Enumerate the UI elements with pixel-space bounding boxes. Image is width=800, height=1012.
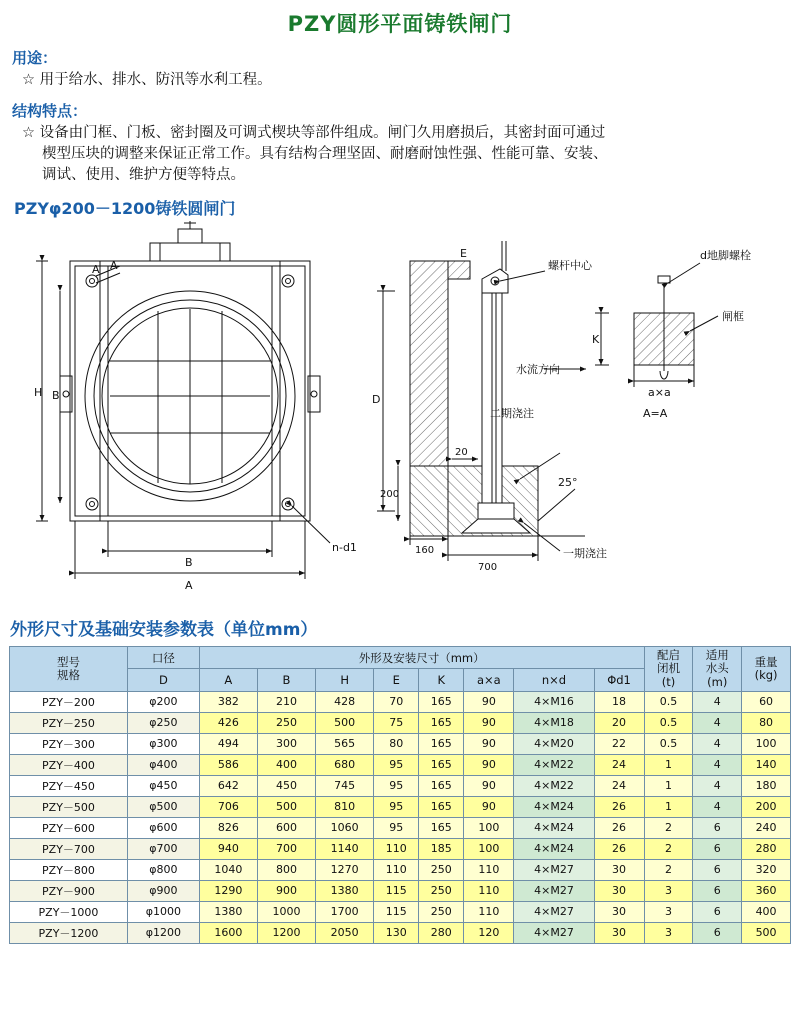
cell-E: 110: [374, 838, 419, 859]
cell-t: 0.5: [644, 691, 693, 712]
cell-phid1: 24: [594, 775, 644, 796]
model-range-label: PZYφ200－1200铸铁圆闸门: [14, 199, 236, 219]
cell-axa: 90: [464, 775, 514, 796]
cell-head: 6: [693, 817, 742, 838]
cell-head: 4: [693, 712, 742, 733]
cell-weight: 60: [742, 691, 791, 712]
cell-B: 900: [257, 880, 315, 901]
cell-nxd: 4×M18: [514, 712, 594, 733]
cell-A: 494: [199, 733, 257, 754]
page-title: PZY圆形平面铸铁闸门: [287, 12, 513, 36]
cell-weight: 320: [742, 859, 791, 880]
cell-nxd: 4×M22: [514, 775, 594, 796]
cell-E: 80: [374, 733, 419, 754]
cell-B: 700: [257, 838, 315, 859]
table-row[interactable]: [10, 838, 791, 859]
label-b-bottom: B: [185, 556, 193, 570]
cell-A: 1380: [199, 901, 257, 922]
header-col-K: K: [419, 669, 464, 691]
cell-E: 130: [374, 922, 419, 943]
table-row[interactable]: [10, 775, 791, 796]
header-weight: [742, 647, 791, 692]
header-col-A: A: [199, 669, 257, 691]
cell-head: 6: [693, 901, 742, 922]
cell-axa: 90: [464, 691, 514, 712]
cell-axa: 110: [464, 901, 514, 922]
cell-A: 1600: [199, 922, 257, 943]
cell-model: PZY－1000: [10, 901, 128, 922]
label-dim-160: 160: [415, 545, 435, 557]
header-hoist-line2: 闭机: [656, 661, 680, 676]
cell-D: φ600: [127, 817, 199, 838]
table-row[interactable]: [10, 691, 791, 712]
header-model: [10, 647, 128, 692]
cell-A: 706: [199, 796, 257, 817]
cell-B: 300: [257, 733, 315, 754]
spec-table: [9, 646, 791, 944]
cell-nxd: 4×M27: [514, 880, 594, 901]
cell-t: 3: [644, 922, 693, 943]
table-row[interactable]: [10, 901, 791, 922]
label-flow-direction: 水流方向: [516, 363, 560, 377]
cell-nxd: 4×M27: [514, 859, 594, 880]
cell-t: 0.5: [644, 712, 693, 733]
header-col-B: B: [257, 669, 315, 691]
header-hoist: [644, 647, 693, 692]
cell-weight: 360: [742, 880, 791, 901]
cell-K: 185: [419, 838, 464, 859]
cell-t: 2: [644, 838, 693, 859]
structure-line-2: 楔型压块的调整来保证正常工作。具有结构合理坚固、耐磨耐蚀性强、性能可靠、安装、: [42, 146, 608, 163]
cell-model: PZY－600: [10, 817, 128, 838]
cell-nxd: 4×M22: [514, 754, 594, 775]
cell-model: PZY－250: [10, 712, 128, 733]
cell-B: 600: [257, 817, 315, 838]
header-model-line2: 规格: [56, 667, 80, 682]
label-second-pour: 二期浇注: [490, 407, 534, 421]
cell-nxd: 4×M20: [514, 733, 594, 754]
cell-axa: 100: [464, 838, 514, 859]
cell-t: 1: [644, 796, 693, 817]
cell-weight: 240: [742, 817, 791, 838]
header-hoist-line3: (t): [661, 674, 676, 689]
cell-phid1: 26: [594, 838, 644, 859]
cell-model: PZY－300: [10, 733, 128, 754]
header-col-H: H: [316, 669, 374, 691]
header-head-line3: (m): [707, 674, 728, 689]
cell-phid1: 30: [594, 922, 644, 943]
cell-head: 4: [693, 733, 742, 754]
table-row[interactable]: [10, 922, 791, 943]
cell-H: 1380: [316, 880, 374, 901]
cell-head: 6: [693, 880, 742, 901]
cell-D: φ300: [127, 733, 199, 754]
table-row[interactable]: [10, 796, 791, 817]
usage-line-1: ☆ 用于给水、排水、防汛等水利工程。: [22, 72, 272, 88]
cell-phid1: 30: [594, 901, 644, 922]
cell-phid1: 20: [594, 712, 644, 733]
cell-A: 1040: [199, 859, 257, 880]
table-row[interactable]: [10, 859, 791, 880]
section-body-usage: [22, 70, 786, 91]
cell-A: 586: [199, 754, 257, 775]
cell-model: PZY－500: [10, 796, 128, 817]
cell-H: 1060: [316, 817, 374, 838]
cell-model: PZY－700: [10, 838, 128, 859]
cell-head: 4: [693, 775, 742, 796]
cell-K: 165: [419, 817, 464, 838]
cell-weight: 180: [742, 775, 791, 796]
cell-A: 642: [199, 775, 257, 796]
cell-H: 745: [316, 775, 374, 796]
cell-D: φ1200: [127, 922, 199, 943]
cell-K: 165: [419, 733, 464, 754]
cell-B: 500: [257, 796, 315, 817]
header-dims-group: 外形及安装尺寸（mm）: [199, 647, 644, 669]
cell-phid1: 30: [594, 859, 644, 880]
cell-t: 1: [644, 775, 693, 796]
table-title: 外形尺寸及基础安装参数表（单位mm）: [10, 620, 318, 641]
cell-axa: 90: [464, 712, 514, 733]
spec-table-body: [10, 691, 791, 943]
cell-K: 165: [419, 796, 464, 817]
cell-head: 4: [693, 754, 742, 775]
header-col-axa: a×a: [464, 669, 514, 691]
cell-head: 6: [693, 859, 742, 880]
drawing-svg: [0, 221, 800, 611]
cell-phid1: 30: [594, 880, 644, 901]
label-section-mark-a2: A: [110, 259, 118, 273]
label-k: K: [592, 333, 600, 347]
cell-H: 1700: [316, 901, 374, 922]
cell-t: 3: [644, 880, 693, 901]
cell-K: 165: [419, 691, 464, 712]
cell-phid1: 18: [594, 691, 644, 712]
header-model-line1: 型号: [56, 654, 80, 669]
cell-B: 1200: [257, 922, 315, 943]
cell-K: 165: [419, 712, 464, 733]
cell-head: 4: [693, 691, 742, 712]
cell-B: 250: [257, 712, 315, 733]
cell-E: 95: [374, 775, 419, 796]
cell-weight: 400: [742, 901, 791, 922]
spec-table-head: [10, 647, 791, 692]
label-a-bottom: A: [185, 579, 193, 593]
cell-A: 940: [199, 838, 257, 859]
cell-axa: 100: [464, 817, 514, 838]
cell-A: 382: [199, 691, 257, 712]
structure-line-3: 调试、使用、维护方便等特点。: [42, 167, 245, 184]
cell-H: 500: [316, 712, 374, 733]
cell-H: 680: [316, 754, 374, 775]
spec-table-header-row-1: [10, 647, 791, 669]
cell-axa: 110: [464, 880, 514, 901]
table-row[interactable]: [10, 754, 791, 775]
cell-E: 110: [374, 859, 419, 880]
cell-nxd: 4×M24: [514, 838, 594, 859]
cell-B: 450: [257, 775, 315, 796]
cell-nxd: 4×M24: [514, 817, 594, 838]
label-first-pour: 一期浇注: [563, 547, 607, 561]
cell-E: 95: [374, 817, 419, 838]
cell-nxd: 4×M24: [514, 796, 594, 817]
cell-K: 165: [419, 754, 464, 775]
header-water-head: [693, 647, 742, 692]
table-row[interactable]: [10, 733, 791, 754]
header-hoist-line1: 配启: [656, 648, 680, 663]
cell-model: PZY－800: [10, 859, 128, 880]
cell-A: 1290: [199, 880, 257, 901]
cell-D: φ200: [127, 691, 199, 712]
header-weight-line1: 重量: [754, 654, 778, 669]
label-d: D: [372, 393, 381, 407]
cell-B: 400: [257, 754, 315, 775]
cell-nxd: 4×M27: [514, 901, 594, 922]
header-head-line2: 水头: [705, 661, 729, 676]
cell-phid1: 26: [594, 817, 644, 838]
label-dim-700: 700: [478, 562, 498, 574]
section-body-structure: [22, 123, 786, 186]
cell-B: 210: [257, 691, 315, 712]
cell-B: 1000: [257, 901, 315, 922]
cell-D: φ700: [127, 838, 199, 859]
cell-K: 165: [419, 775, 464, 796]
cell-E: 115: [374, 880, 419, 901]
cell-E: 75: [374, 712, 419, 733]
header-col-E: E: [374, 669, 419, 691]
cell-weight: 200: [742, 796, 791, 817]
label-e: E: [460, 247, 467, 261]
cell-nxd: 4×M16: [514, 691, 594, 712]
cell-axa: 90: [464, 733, 514, 754]
cell-head: 4: [693, 796, 742, 817]
cell-weight: 500: [742, 922, 791, 943]
cell-axa: 90: [464, 796, 514, 817]
cell-weight: 280: [742, 838, 791, 859]
label-section-mark-a1: A: [92, 263, 100, 277]
cell-K: 250: [419, 901, 464, 922]
cell-weight: 140: [742, 754, 791, 775]
cell-model: PZY－1200: [10, 922, 128, 943]
header-weight-line2: (kg): [754, 667, 778, 682]
cell-model: PZY－900: [10, 880, 128, 901]
cell-axa: 90: [464, 754, 514, 775]
cell-phid1: 24: [594, 754, 644, 775]
cell-D: φ900: [127, 880, 199, 901]
cell-K: 250: [419, 859, 464, 880]
cell-axa: 120: [464, 922, 514, 943]
cell-H: 428: [316, 691, 374, 712]
cell-K: 280: [419, 922, 464, 943]
cell-D: φ800: [127, 859, 199, 880]
cell-B: 800: [257, 859, 315, 880]
label-angle: 25°: [558, 476, 578, 490]
table-row[interactable]: [10, 817, 791, 838]
label-n-d1: n-d1: [332, 541, 357, 555]
cell-t: 2: [644, 817, 693, 838]
label-anchor-bolt: d地脚螺栓: [700, 249, 751, 263]
cell-D: φ500: [127, 796, 199, 817]
cell-E: 70: [374, 691, 419, 712]
cell-model: PZY－200: [10, 691, 128, 712]
label-dim-20: 20: [455, 447, 468, 459]
section-heading-usage: 用途：: [12, 49, 58, 67]
cell-H: 1270: [316, 859, 374, 880]
cell-t: 1: [644, 754, 693, 775]
cell-D: φ450: [127, 775, 199, 796]
header-col-nxd: n×d: [514, 669, 594, 691]
cell-D: φ1000: [127, 901, 199, 922]
cell-H: 810: [316, 796, 374, 817]
cell-H: 565: [316, 733, 374, 754]
cell-t: 0.5: [644, 733, 693, 754]
cell-weight: 100: [742, 733, 791, 754]
label-gate-frame: 闸框: [722, 310, 744, 324]
cell-weight: 80: [742, 712, 791, 733]
cell-H: 1140: [316, 838, 374, 859]
cell-A: 826: [199, 817, 257, 838]
header-head-line1: 适用: [705, 648, 729, 663]
technical-drawing: [0, 221, 800, 611]
cell-D: φ250: [127, 712, 199, 733]
cell-K: 250: [419, 880, 464, 901]
label-screw-center: 螺杆中心: [548, 259, 592, 273]
label-b-left: B: [52, 389, 60, 403]
cell-model: PZY－400: [10, 754, 128, 775]
cell-E: 95: [374, 754, 419, 775]
cell-axa: 110: [464, 859, 514, 880]
label-dim-200: 200: [380, 489, 400, 501]
header-caliber: 口径: [127, 647, 199, 669]
cell-D: φ400: [127, 754, 199, 775]
label-section-title: A=A: [643, 407, 668, 421]
cell-nxd: 4×M27: [514, 922, 594, 943]
cell-head: 6: [693, 838, 742, 859]
cell-H: 2050: [316, 922, 374, 943]
header-col-phid1: Φd1: [594, 669, 644, 691]
cell-head: 6: [693, 922, 742, 943]
section-heading-structure: 结构特点：: [12, 102, 88, 121]
label-h: H: [34, 386, 43, 400]
cell-A: 426: [199, 712, 257, 733]
label-axa: a×a: [648, 386, 671, 400]
header-col-D: D: [127, 669, 199, 691]
structure-line-1: ☆ 设备由门框、门板、密封圈及可调式楔块等部件组成。闸门久用磨损后，其密封面可通过: [22, 125, 606, 142]
cell-model: PZY－450: [10, 775, 128, 796]
cell-E: 115: [374, 901, 419, 922]
cell-E: 95: [374, 796, 419, 817]
table-row[interactable]: [10, 712, 791, 733]
cell-t: 2: [644, 859, 693, 880]
table-row[interactable]: [10, 880, 791, 901]
cell-phid1: 26: [594, 796, 644, 817]
cell-phid1: 22: [594, 733, 644, 754]
cell-t: 3: [644, 901, 693, 922]
